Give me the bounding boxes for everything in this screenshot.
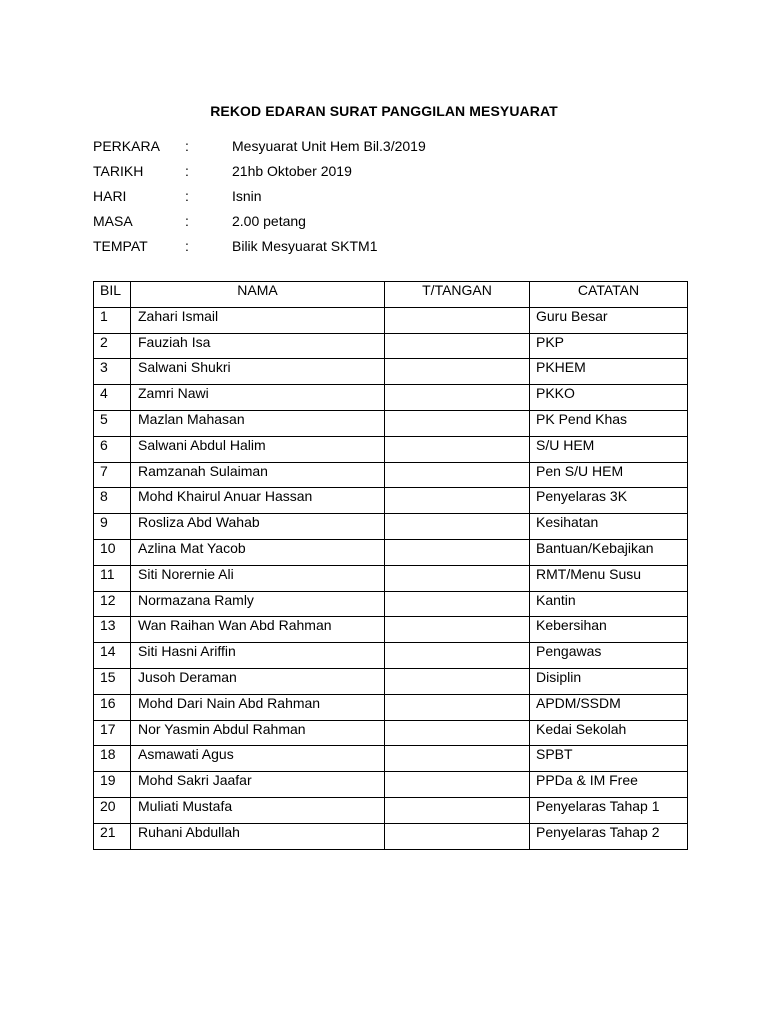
table-row (94, 643, 688, 669)
info-value: 2.00 petang (232, 213, 306, 229)
table-body (94, 307, 688, 849)
catatan-cell: Pen S/U HEM (530, 462, 688, 488)
table-row (94, 797, 688, 823)
catatan-cell: Penyelaras Tahap 2 (530, 823, 688, 849)
bil-cell: 10 (94, 539, 131, 565)
signature-cell[interactable] (385, 797, 530, 823)
catatan-cell: Guru Besar (530, 307, 688, 333)
table-row (94, 410, 688, 436)
catatan-cell: Bantuan/Kebajikan (530, 539, 688, 565)
table-row (94, 385, 688, 411)
signature-cell[interactable] (385, 591, 530, 617)
signature-cell[interactable] (385, 385, 530, 411)
nama-cell: Salwani Shukri (131, 359, 385, 385)
bil-cell: 20 (94, 797, 131, 823)
signature-cell[interactable] (385, 668, 530, 694)
table-row (94, 436, 688, 462)
bil-cell: 17 (94, 720, 131, 746)
table-row (94, 746, 688, 772)
table-row (94, 488, 688, 514)
signature-cell[interactable] (385, 410, 530, 436)
nama-cell: Zahari Ismail (131, 307, 385, 333)
table-header-row (94, 282, 688, 308)
catatan-cell: PKKO (530, 385, 688, 411)
signature-cell[interactable] (385, 307, 530, 333)
bil-cell: 19 (94, 772, 131, 798)
signature-cell[interactable] (385, 488, 530, 514)
page-title: REKOD EDARAN SURAT PANGGILAN MESYUARAT (210, 103, 558, 119)
bil-cell: 12 (94, 591, 131, 617)
signature-cell[interactable] (385, 617, 530, 643)
header-nama: NAMA (131, 282, 385, 308)
signature-cell[interactable] (385, 565, 530, 591)
bil-cell: 14 (94, 643, 131, 669)
info-label: TEMPAT (93, 238, 148, 254)
info-colon: : (185, 238, 189, 254)
bil-cell: 16 (94, 694, 131, 720)
nama-cell: Salwani Abdul Halim (131, 436, 385, 462)
catatan-cell: Pengawas (530, 643, 688, 669)
table-row (94, 694, 688, 720)
signature-cell[interactable] (385, 694, 530, 720)
table-row (94, 514, 688, 540)
nama-cell: Zamri Nawi (131, 385, 385, 411)
table-row (94, 668, 688, 694)
nama-cell: Normazana Ramly (131, 591, 385, 617)
catatan-cell: S/U HEM (530, 436, 688, 462)
header-catatan: CATATAN (530, 282, 688, 308)
header-bil: BIL (94, 282, 131, 308)
catatan-cell: APDM/SSDM (530, 694, 688, 720)
table-row (94, 462, 688, 488)
bil-cell: 2 (94, 333, 131, 359)
info-value: Isnin (232, 188, 262, 204)
nama-cell: Jusoh Deraman (131, 668, 385, 694)
header-ttangan: T/TANGAN (385, 282, 530, 308)
bil-cell: 11 (94, 565, 131, 591)
signature-cell[interactable] (385, 436, 530, 462)
info-colon: : (185, 138, 189, 154)
table-row (94, 359, 688, 385)
signature-cell[interactable] (385, 772, 530, 798)
info-value: Bilik Mesyuarat SKTM1 (232, 238, 378, 254)
bil-cell: 1 (94, 307, 131, 333)
catatan-cell: PK Pend Khas (530, 410, 688, 436)
bil-cell: 9 (94, 514, 131, 540)
catatan-cell: PPDa & IM Free (530, 772, 688, 798)
table-row (94, 333, 688, 359)
bil-cell: 4 (94, 385, 131, 411)
catatan-cell: Kesihatan (530, 514, 688, 540)
signature-cell[interactable] (385, 514, 530, 540)
bil-cell: 15 (94, 668, 131, 694)
table-row (94, 823, 688, 849)
table-row (94, 772, 688, 798)
nama-cell: Wan Raihan Wan Abd Rahman (131, 617, 385, 643)
signature-cell[interactable] (385, 539, 530, 565)
nama-cell: Muliati Mustafa (131, 797, 385, 823)
nama-cell: Asmawati Agus (131, 746, 385, 772)
catatan-cell: Penyelaras Tahap 1 (530, 797, 688, 823)
table-row (94, 565, 688, 591)
bil-cell: 3 (94, 359, 131, 385)
bil-cell: 18 (94, 746, 131, 772)
info-label: MASA (93, 213, 133, 229)
nama-cell: Rosliza Abd Wahab (131, 514, 385, 540)
catatan-cell: RMT/Menu Susu (530, 565, 688, 591)
signature-cell[interactable] (385, 359, 530, 385)
catatan-cell: Kebersihan (530, 617, 688, 643)
info-label: TARIKH (93, 163, 144, 179)
info-colon: : (185, 188, 189, 204)
table-row (94, 720, 688, 746)
info-label: HARI (93, 188, 127, 204)
table-row (94, 539, 688, 565)
catatan-cell: PKHEM (530, 359, 688, 385)
table-row (94, 591, 688, 617)
signature-cell[interactable] (385, 333, 530, 359)
info-colon: : (185, 163, 189, 179)
nama-cell: Mohd Sakri Jaafar (131, 772, 385, 798)
bil-cell: 13 (94, 617, 131, 643)
info-colon: : (185, 213, 189, 229)
info-value: Mesyuarat Unit Hem Bil.3/2019 (232, 138, 426, 154)
catatan-cell: Penyelaras 3K (530, 488, 688, 514)
info-label: PERKARA (93, 138, 160, 154)
signature-cell[interactable] (385, 720, 530, 746)
nama-cell: Mazlan Mahasan (131, 410, 385, 436)
signature-cell[interactable] (385, 746, 530, 772)
distribution-record-table (93, 281, 688, 850)
nama-cell: Fauziah Isa (131, 333, 385, 359)
catatan-cell: Kantin (530, 591, 688, 617)
nama-cell: Ruhani Abdullah (131, 823, 385, 849)
bil-cell: 6 (94, 436, 131, 462)
table-row (94, 617, 688, 643)
signature-cell[interactable] (385, 643, 530, 669)
nama-cell: Mohd Khairul Anuar Hassan (131, 488, 385, 514)
bil-cell: 7 (94, 462, 131, 488)
bil-cell: 8 (94, 488, 131, 514)
info-value: 21hb Oktober 2019 (232, 163, 352, 179)
nama-cell: Nor Yasmin Abdul Rahman (131, 720, 385, 746)
bil-cell: 5 (94, 410, 131, 436)
catatan-cell: PKP (530, 333, 688, 359)
nama-cell: Ramzanah Sulaiman (131, 462, 385, 488)
nama-cell: Mohd Dari Nain Abd Rahman (131, 694, 385, 720)
nama-cell: Siti Hasni Ariffin (131, 643, 385, 669)
catatan-cell: Kedai Sekolah (530, 720, 688, 746)
nama-cell: Azlina Mat Yacob (131, 539, 385, 565)
signature-cell[interactable] (385, 462, 530, 488)
nama-cell: Siti Norernie Ali (131, 565, 385, 591)
catatan-cell: Disiplin (530, 668, 688, 694)
table-row (94, 307, 688, 333)
bil-cell: 21 (94, 823, 131, 849)
signature-cell[interactable] (385, 823, 530, 849)
catatan-cell: SPBT (530, 746, 688, 772)
